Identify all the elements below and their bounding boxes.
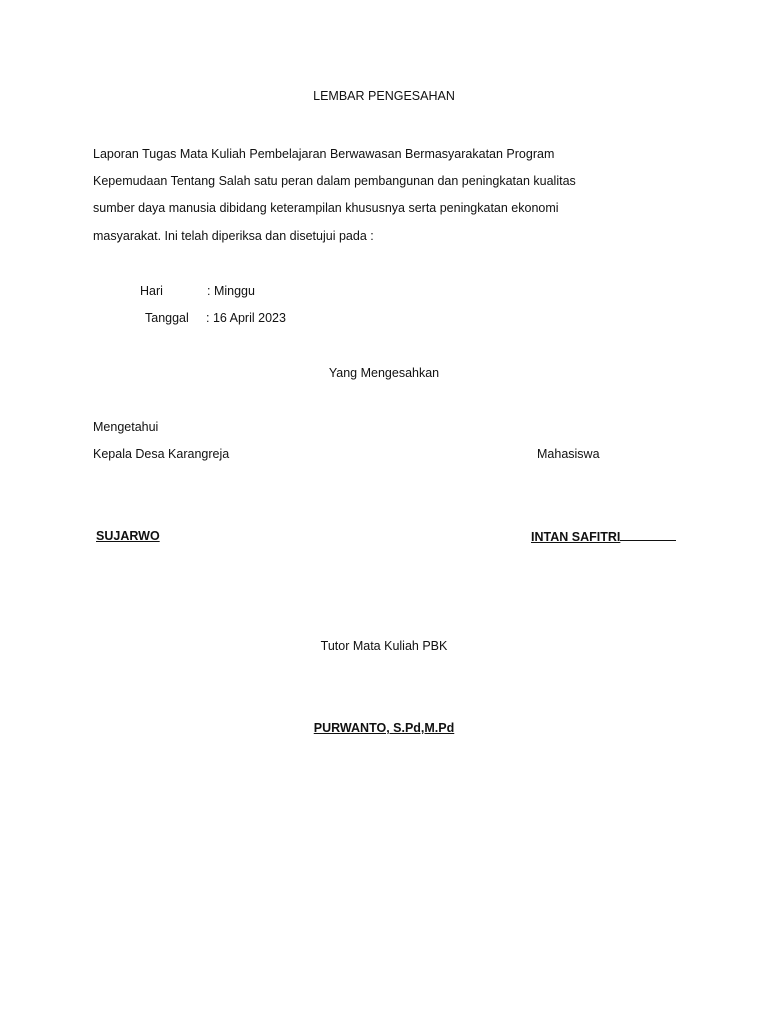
paragraph-line-1: Laporan Tugas Mata Kuliah Pembelajaran Berwawasan Bermasyarakatan Program [93,147,555,161]
student-title: Mahasiswa [537,447,600,461]
paragraph-line-3: sumber daya manusia dibidang keterampilan khususnya serta peningkatan ekonomi [93,201,559,215]
tutor-name: PURWANTO, S.Pd,M.Pd [313,721,455,735]
student-name: INTAN SAFITRI [531,530,621,544]
paragraph-line-4: masyarakat. Ini telah diperiksa dan disetujui pada : [93,229,374,243]
day-label: Hari [140,284,163,298]
tutor-title: Tutor Mata Kuliah PBK [320,639,448,653]
village-head-name: SUJARWO [96,529,160,543]
day-value: : Minggu [207,284,255,298]
endorsement-heading: Yang Mengesahkan [328,366,440,380]
date-value: : 16 April 2023 [206,311,286,325]
student-signature-block [531,528,676,545]
village-head-title: Kepala Desa Karangreja [93,447,230,461]
signature-underline [620,528,676,541]
paragraph-line-2: Kepemudaan Tentang Salah satu peran dalam pembangunan dan peningkatan kualitas [93,174,576,188]
date-label: Tanggal [145,311,189,325]
document-title: LEMBAR PENGESAHAN [313,89,455,103]
acknowledged-label: Mengetahui [93,420,159,434]
